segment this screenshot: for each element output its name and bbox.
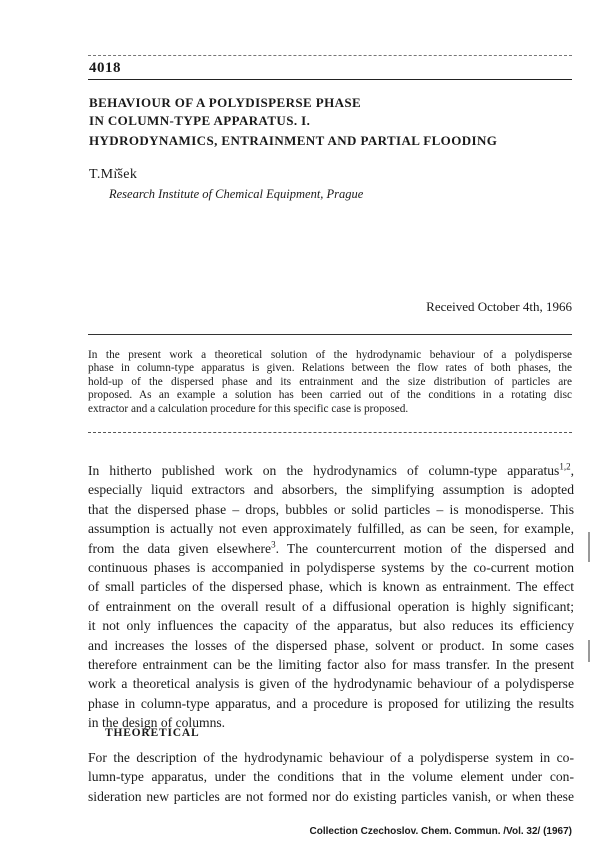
title-line-3: HYDRODYNAMICS, ENTRAINMENT AND PARTIAL FLOODING bbox=[89, 133, 498, 148]
abstract-line: extractor and a calculation procedure for this specific case is proposed. bbox=[88, 402, 409, 415]
section-heading: THEORETICAL bbox=[105, 727, 200, 739]
title-line-2: IN COLUMN-TYPE APPARATUS. I. bbox=[89, 113, 311, 128]
author-affiliation: Research Institute of Chemical Equipment, Prague bbox=[109, 187, 364, 201]
body-line: especially liquid extractors and absorbers, the simplifying assumption is adopted bbox=[88, 482, 574, 498]
body-line: in the design of columns. bbox=[88, 715, 226, 731]
body-line bbox=[88, 539, 574, 558]
abstract-line: hold-up of the dispersed phase and its entrainment and the size distribution of particles are bbox=[88, 375, 572, 388]
body-line: continuous phases is accompanied in polydisperse systems by the co-current motion bbox=[88, 560, 574, 576]
abstract-line: proposed. As an example a solution has been carried out of the conditions in a rotating disc bbox=[88, 389, 572, 402]
body-text: from the data given elsewhere bbox=[88, 540, 272, 556]
received-date: Received October 4th, 1966 bbox=[426, 299, 572, 314]
body-line: assumption is actually not even approximately fulfilled, as can be seen, for example, bbox=[88, 521, 574, 537]
abstract bbox=[88, 349, 572, 416]
theoretical-paragraph bbox=[88, 748, 574, 806]
body-line: For the description of the hydrodynamic behaviour of a polydisperse system in co- bbox=[88, 750, 574, 765]
body-line bbox=[88, 461, 574, 480]
citation-superscript: 3 bbox=[271, 539, 276, 550]
body-text: , bbox=[570, 463, 574, 478]
body-line: work a theoretical analysis is given of the hydrodynamic behaviour of a polydisperse bbox=[88, 676, 574, 692]
abstract-line: In the present work a theoretical solution of the hydrodynamic behaviour of a polydisperse bbox=[88, 349, 572, 361]
body-line: it not only influences the capacity of the apparatus, but also reduces its efficiency bbox=[88, 618, 574, 634]
scan-edge-mark bbox=[588, 532, 590, 562]
scan-edge-mark bbox=[588, 640, 590, 662]
body-line: that the dispersed phase – drops, bubbles or solid particles – is monodisperse. This bbox=[88, 501, 574, 517]
body-line: of entrainment on the overall result of a diffusional operation is highly significant; bbox=[88, 598, 574, 614]
body-text: In hitherto published work on the hydrodynamics of column-type apparatus bbox=[88, 463, 560, 478]
body-line: therefore entrainment can be the limiting factor also for mass transfer. In the present bbox=[88, 657, 574, 673]
abstract-line: phase in column-type apparatus is given. Relations between the flow rates of both phases, the bbox=[88, 362, 572, 375]
body-line: and increases the losses of the dispersed phase, solvent or product. In some cases bbox=[88, 637, 574, 653]
author-name: T.Mı̌šek bbox=[89, 167, 138, 182]
page-number: 4018 bbox=[89, 60, 121, 76]
abstract-bottom-rule bbox=[88, 432, 572, 433]
body-text: . The countercurrent motion of the dispersed and bbox=[275, 540, 574, 556]
citation-superscript: 1,2 bbox=[559, 461, 571, 472]
top-dashed-rule bbox=[88, 55, 572, 56]
introduction-paragraph bbox=[88, 461, 574, 733]
body-line: lumn-type apparatus, under the conditions that in the volume element under con- bbox=[88, 769, 574, 785]
header-rule bbox=[88, 79, 572, 80]
body-line: phase in column-type apparatus, and a procedure is proposed for utilizing the results bbox=[88, 695, 574, 711]
journal-footer: Collection Czechoslov. Chem. Commun. /Vol. 32/ (1967) bbox=[309, 826, 572, 837]
title-line-1: BEHAVIOUR OF A POLYDISPERSE PHASE bbox=[89, 95, 362, 110]
body-line: of small particles of the dispersed phase, which is known as entrainment. The effect bbox=[88, 579, 574, 595]
body-line: sideration new particles are not formed nor do existing particles vanish, or when these bbox=[88, 788, 574, 804]
abstract-top-rule bbox=[88, 334, 572, 335]
